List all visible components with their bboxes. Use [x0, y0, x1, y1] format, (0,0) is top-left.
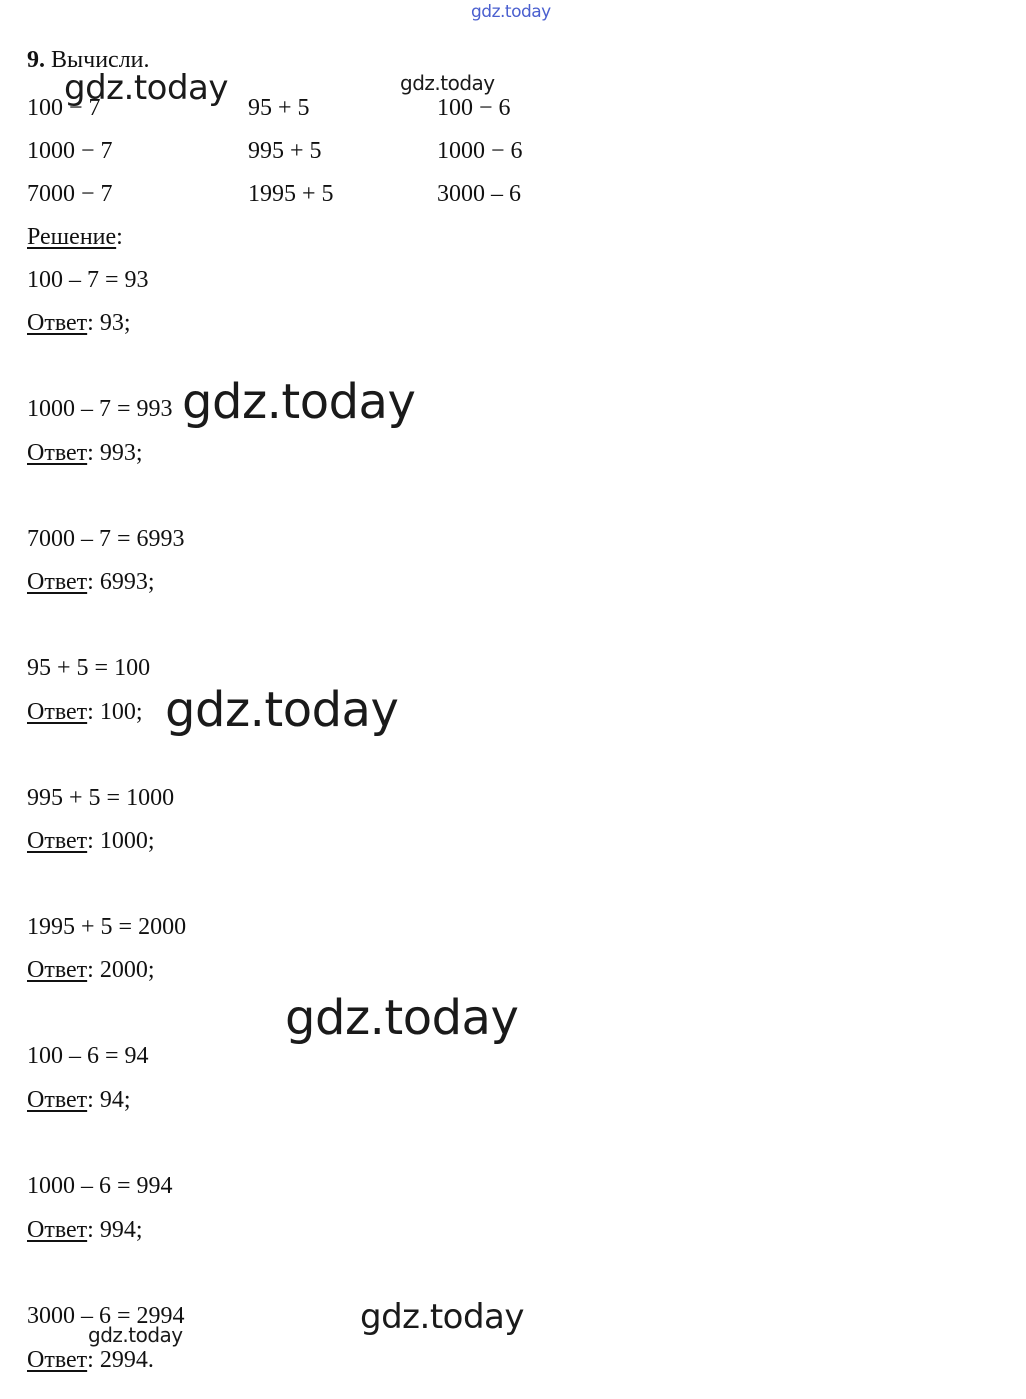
answer-label: Ответ [27, 1087, 88, 1113]
solution-answer: Ответ: 993; [27, 440, 143, 466]
solution-equation: 100 – 7 = 93 [27, 267, 149, 293]
task-title: Вычисли. [51, 47, 150, 73]
task-cell: 995 + 5 [248, 138, 322, 164]
watermark: gdz.today [64, 68, 228, 108]
solution-answer: Ответ: 6993; [27, 569, 155, 595]
solution-answer: Ответ: 2994. [27, 1347, 154, 1373]
answer-label: Ответ [27, 828, 88, 854]
answer-label: Ответ [27, 569, 88, 595]
task-cell: 100 − 7 [27, 95, 101, 121]
watermark: gdz.today [285, 990, 519, 1046]
watermark: gdz.today [165, 682, 399, 738]
answer-value: 6993; [99, 569, 155, 595]
answer-value: 100; [99, 699, 143, 725]
answer-value: 2994. [99, 1347, 154, 1373]
solution-heading: Решение: [27, 224, 123, 250]
task-cell: 3000 – 6 [437, 181, 521, 207]
task-cell: 1995 + 5 [248, 181, 334, 207]
solution-equation: 1000 – 6 = 994 [27, 1173, 173, 1199]
answer-value: 2000; [99, 957, 155, 983]
solution-answer: Ответ: 994; [27, 1217, 143, 1243]
watermark-top: gdz.today [471, 2, 551, 22]
solution-equation: 100 – 6 = 94 [27, 1043, 149, 1069]
solution-equation: 1000 – 7 = 993 [27, 396, 173, 422]
solution-answer: Ответ: 93; [27, 310, 131, 336]
solution-equation: 995 + 5 = 1000 [27, 785, 175, 811]
solution-equation: 95 + 5 = 100 [27, 655, 151, 681]
solution-equation: 7000 – 7 = 6993 [27, 526, 185, 552]
answer-value: 994; [99, 1217, 143, 1243]
task-cell: 100 − 6 [437, 95, 511, 121]
answer-label: Ответ [27, 1347, 88, 1373]
answer-value: 94; [99, 1087, 131, 1113]
solution-equation: 3000 – 6 = 2994 [27, 1303, 185, 1329]
watermark: gdz.today [182, 374, 416, 430]
solution-answer: Ответ: 100; [27, 699, 143, 725]
answer-label: Ответ [27, 957, 88, 983]
solution-answer: Ответ: 2000; [27, 957, 155, 983]
watermark: gdz.today [400, 71, 495, 95]
solution-answer: Ответ: 1000; [27, 828, 155, 854]
task-number: 9. [27, 47, 45, 73]
watermark: gdz.today [88, 1323, 183, 1347]
answer-label: Ответ [27, 440, 88, 466]
answer-value: 93; [99, 310, 131, 336]
solution-heading-label: Решение [27, 224, 117, 250]
answer-label: Ответ [27, 699, 88, 725]
watermark: gdz.today [360, 1297, 524, 1337]
task-cell: 1000 − 7 [27, 138, 113, 164]
answer-label: Ответ [27, 310, 88, 336]
answer-value: 993; [99, 440, 143, 466]
solution-answer: Ответ: 94; [27, 1087, 131, 1113]
task-cell: 7000 − 7 [27, 181, 113, 207]
answer-value: 1000; [99, 828, 155, 854]
answer-label: Ответ [27, 1217, 88, 1243]
task-cell: 1000 − 6 [437, 138, 523, 164]
solution-equation: 1995 + 5 = 2000 [27, 914, 187, 940]
task-cell: 95 + 5 [248, 95, 310, 121]
